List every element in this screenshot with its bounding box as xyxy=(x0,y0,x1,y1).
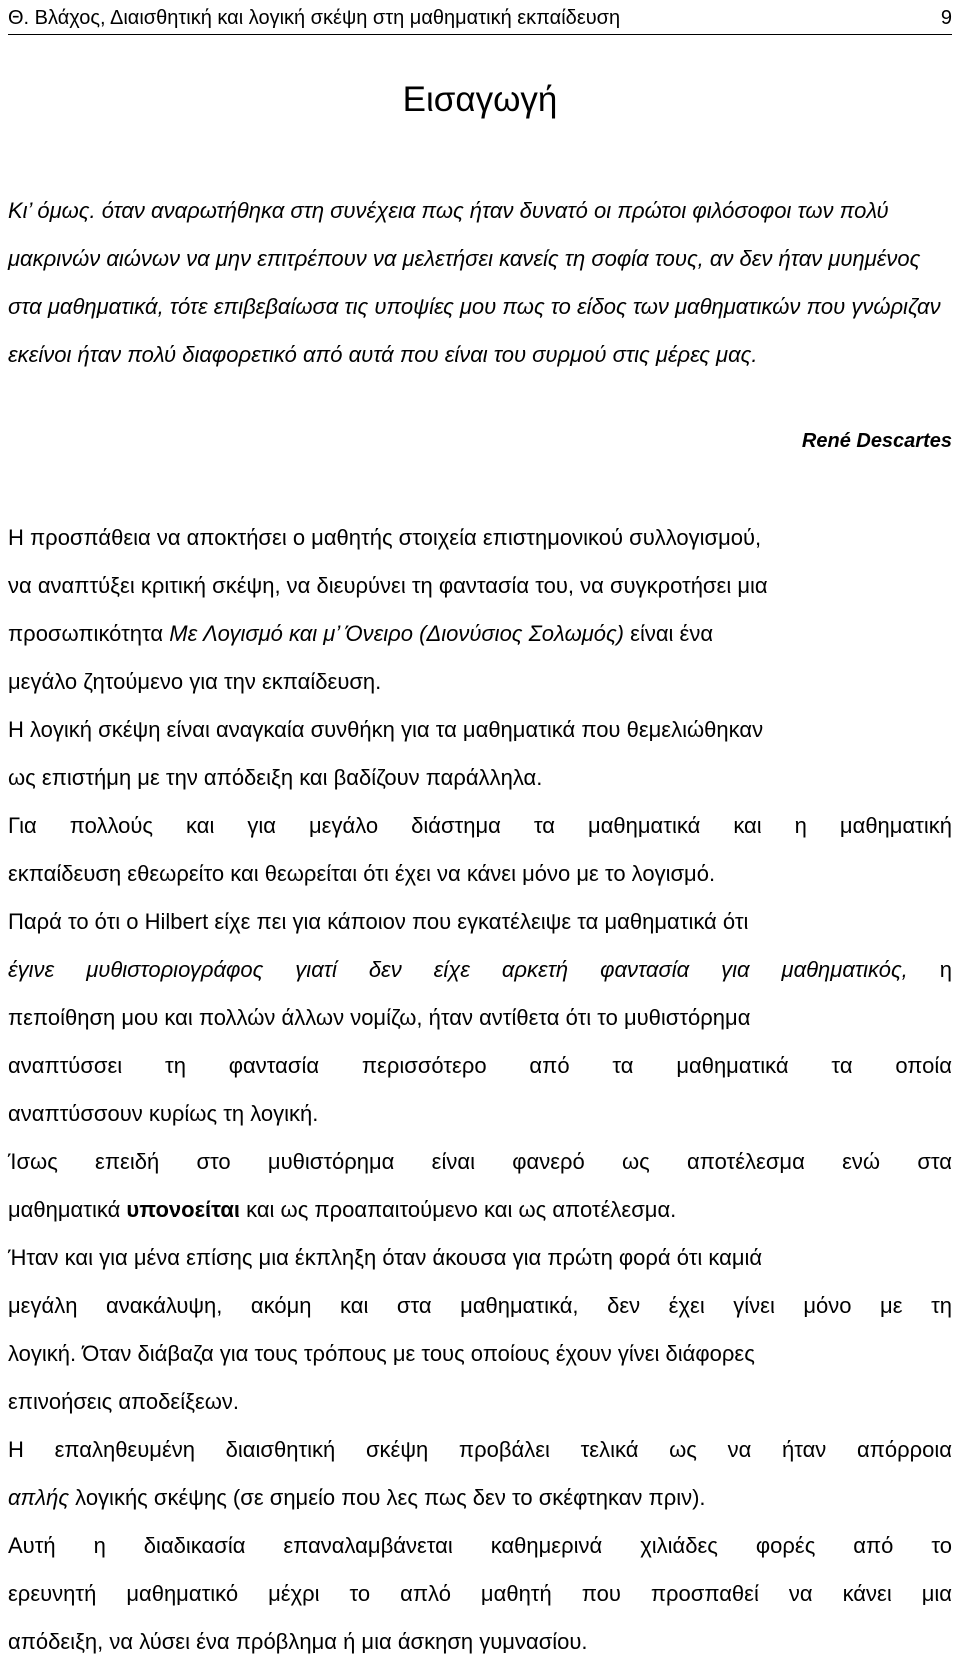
text-run: μαθηματικά xyxy=(8,1197,121,1222)
paragraph xyxy=(8,706,952,802)
text-line: Αυτή η διαδικασία επαναλαμβάνεται καθημερινά χιλιάδες φορές από το xyxy=(8,1533,952,1558)
text-run: και ως προαπαιτούμενο και ως αποτέλεσμα. xyxy=(246,1197,677,1222)
bold-word: υπονοείται xyxy=(126,1197,240,1222)
text-line: μεγάλη ανακάλυψη, ακόμη και στα μαθηματικά, δεν έχει γίνει μόνο με τη xyxy=(8,1293,952,1318)
text-line: αναπτύσσουν κυρίως τη λογική. xyxy=(8,1101,319,1126)
text-line: μεγάλο ζητούμενο για την εκπαίδευση. xyxy=(8,669,382,694)
text-run: είναι ένα xyxy=(630,621,714,646)
text-line xyxy=(8,610,952,658)
text-line: Για πολλούς και για μεγάλο διάστημα τα μαθηματικά και η μαθηματική xyxy=(8,813,952,838)
italic-quote: έγινε μυθιστοριογράφος γιατί δεν είχε αρκετή φαντασία για μαθηματικός, xyxy=(8,957,908,982)
paragraph xyxy=(8,802,952,898)
paragraph xyxy=(8,1234,952,1426)
text-line: πεποίθηση μου και πολλών άλλων νομίζω, ήταν αντίθετα ότι το μυθιστόρημα xyxy=(8,1005,751,1030)
text-line: Η προσπάθεια να αποκτήσει ο μαθητής στοιχεία επιστημονικού συλλογισμού, xyxy=(8,525,762,550)
paragraph xyxy=(8,514,952,706)
paragraph xyxy=(8,1138,952,1234)
text-line: ερευνητή μαθηματικό μέχρι το απλό μαθητή που προσπαθεί να κάνει μια xyxy=(8,1581,952,1606)
epigraph-line: Κι’ όμως. όταν αναρωτήθηκα στη συνέχεια πως ήταν δυνατό οι πρώτοι xyxy=(8,198,687,223)
text-line xyxy=(8,1186,952,1234)
epigraph xyxy=(8,187,952,379)
text-line xyxy=(8,1474,952,1522)
text-line: Ήταν και για μένα επίσης μια έκπληξη όταν άκουσα για πρώτη φορά ότι καμιά xyxy=(8,1245,763,1270)
text-line: Ίσως επειδή στο μυθιστόρημα είναι φανερό ως αποτέλεσμα ενώ στα xyxy=(8,1149,952,1174)
body-text xyxy=(8,514,952,1666)
text-line: λογική. Όταν διάβαζα για τους τρόπους με τους οποίους έχουν γίνει διάφορες xyxy=(8,1341,755,1366)
epigraph-author: René Descartes xyxy=(801,430,952,452)
running-header xyxy=(8,4,952,35)
page-number: 9 xyxy=(940,7,952,29)
paragraph xyxy=(8,1426,952,1522)
text-run: η xyxy=(939,957,952,982)
text-line: απόδειξη, να λύσει ένα πρόβλημα ή μια άσκηση γυμνασίου. xyxy=(8,1629,588,1654)
epigraph-line: τη σοφία τους, αν δεν ήταν μυημένος στα μαθηματικά, τότε επιβεβαίωσα τις xyxy=(8,246,921,319)
paragraph xyxy=(8,1522,952,1666)
epigraph-line: υποψίες μου πως το είδος των μαθηματικών που γνώριζαν εκείνοι ήταν πολύ xyxy=(8,294,941,367)
text-run: προσωπικότητα xyxy=(8,621,164,646)
text-line: Παρά το ότι ο Hilbert είχε πει για κάποιον που εγκατέλειψε τα μαθηματικά ότι xyxy=(8,909,749,934)
paragraph xyxy=(8,898,952,1138)
running-title: Θ. Βλάχος, Διαισθητική και λογική σκέψη στη μαθηματική εκπαίδευση xyxy=(8,7,621,29)
text-line: Η επαληθευμένη διαισθητική σκέψη προβάλει τελικά ως να ήταν απόρροια xyxy=(8,1437,952,1462)
text-line: εκπαίδευση εθεωρείτο και θεωρείται ότι έχει να κάνει μόνο με το λογισμό. xyxy=(8,861,716,886)
epigraph-line: διαφορετικό από αυτά που είναι του συρμού στις μέρες μας. xyxy=(182,342,758,367)
text-line: αναπτύσσει τη φαντασία περισσότερο από τα μαθηματικά τα οποία xyxy=(8,1053,952,1078)
text-line: επινοήσεις αποδείξεων. xyxy=(8,1389,240,1414)
text-line: Η λογική σκέψη είναι αναγκαία συνθήκη για τα μαθηματικά που θεμελιώθηκαν xyxy=(8,717,764,742)
chapter-title: Εισαγωγή xyxy=(402,80,558,119)
italic-word: απλής xyxy=(8,1485,70,1510)
text-line: ως επιστήμη με την απόδειξη και βαδίζουν παράλληλα. xyxy=(8,765,543,790)
text-line xyxy=(8,946,952,994)
text-run: λογικής σκέψης (σε σημείο που λες πως δεν το σκέφτηκαν πριν). xyxy=(75,1485,706,1510)
epigraph-line: φιλόσοφοι των πολύ μακρινών αιώνων να μην επιτρέπουν να μελετήσει κανείς xyxy=(8,198,889,271)
text-line: να αναπτύξει κριτική σκέψη, να διευρύνει τη φαντασία του, να συγκροτήσει μια xyxy=(8,573,768,598)
italic-quote: Με Λογισμό και μ’ Όνειρο (Διονύσιος Σολωμός) xyxy=(169,621,625,646)
